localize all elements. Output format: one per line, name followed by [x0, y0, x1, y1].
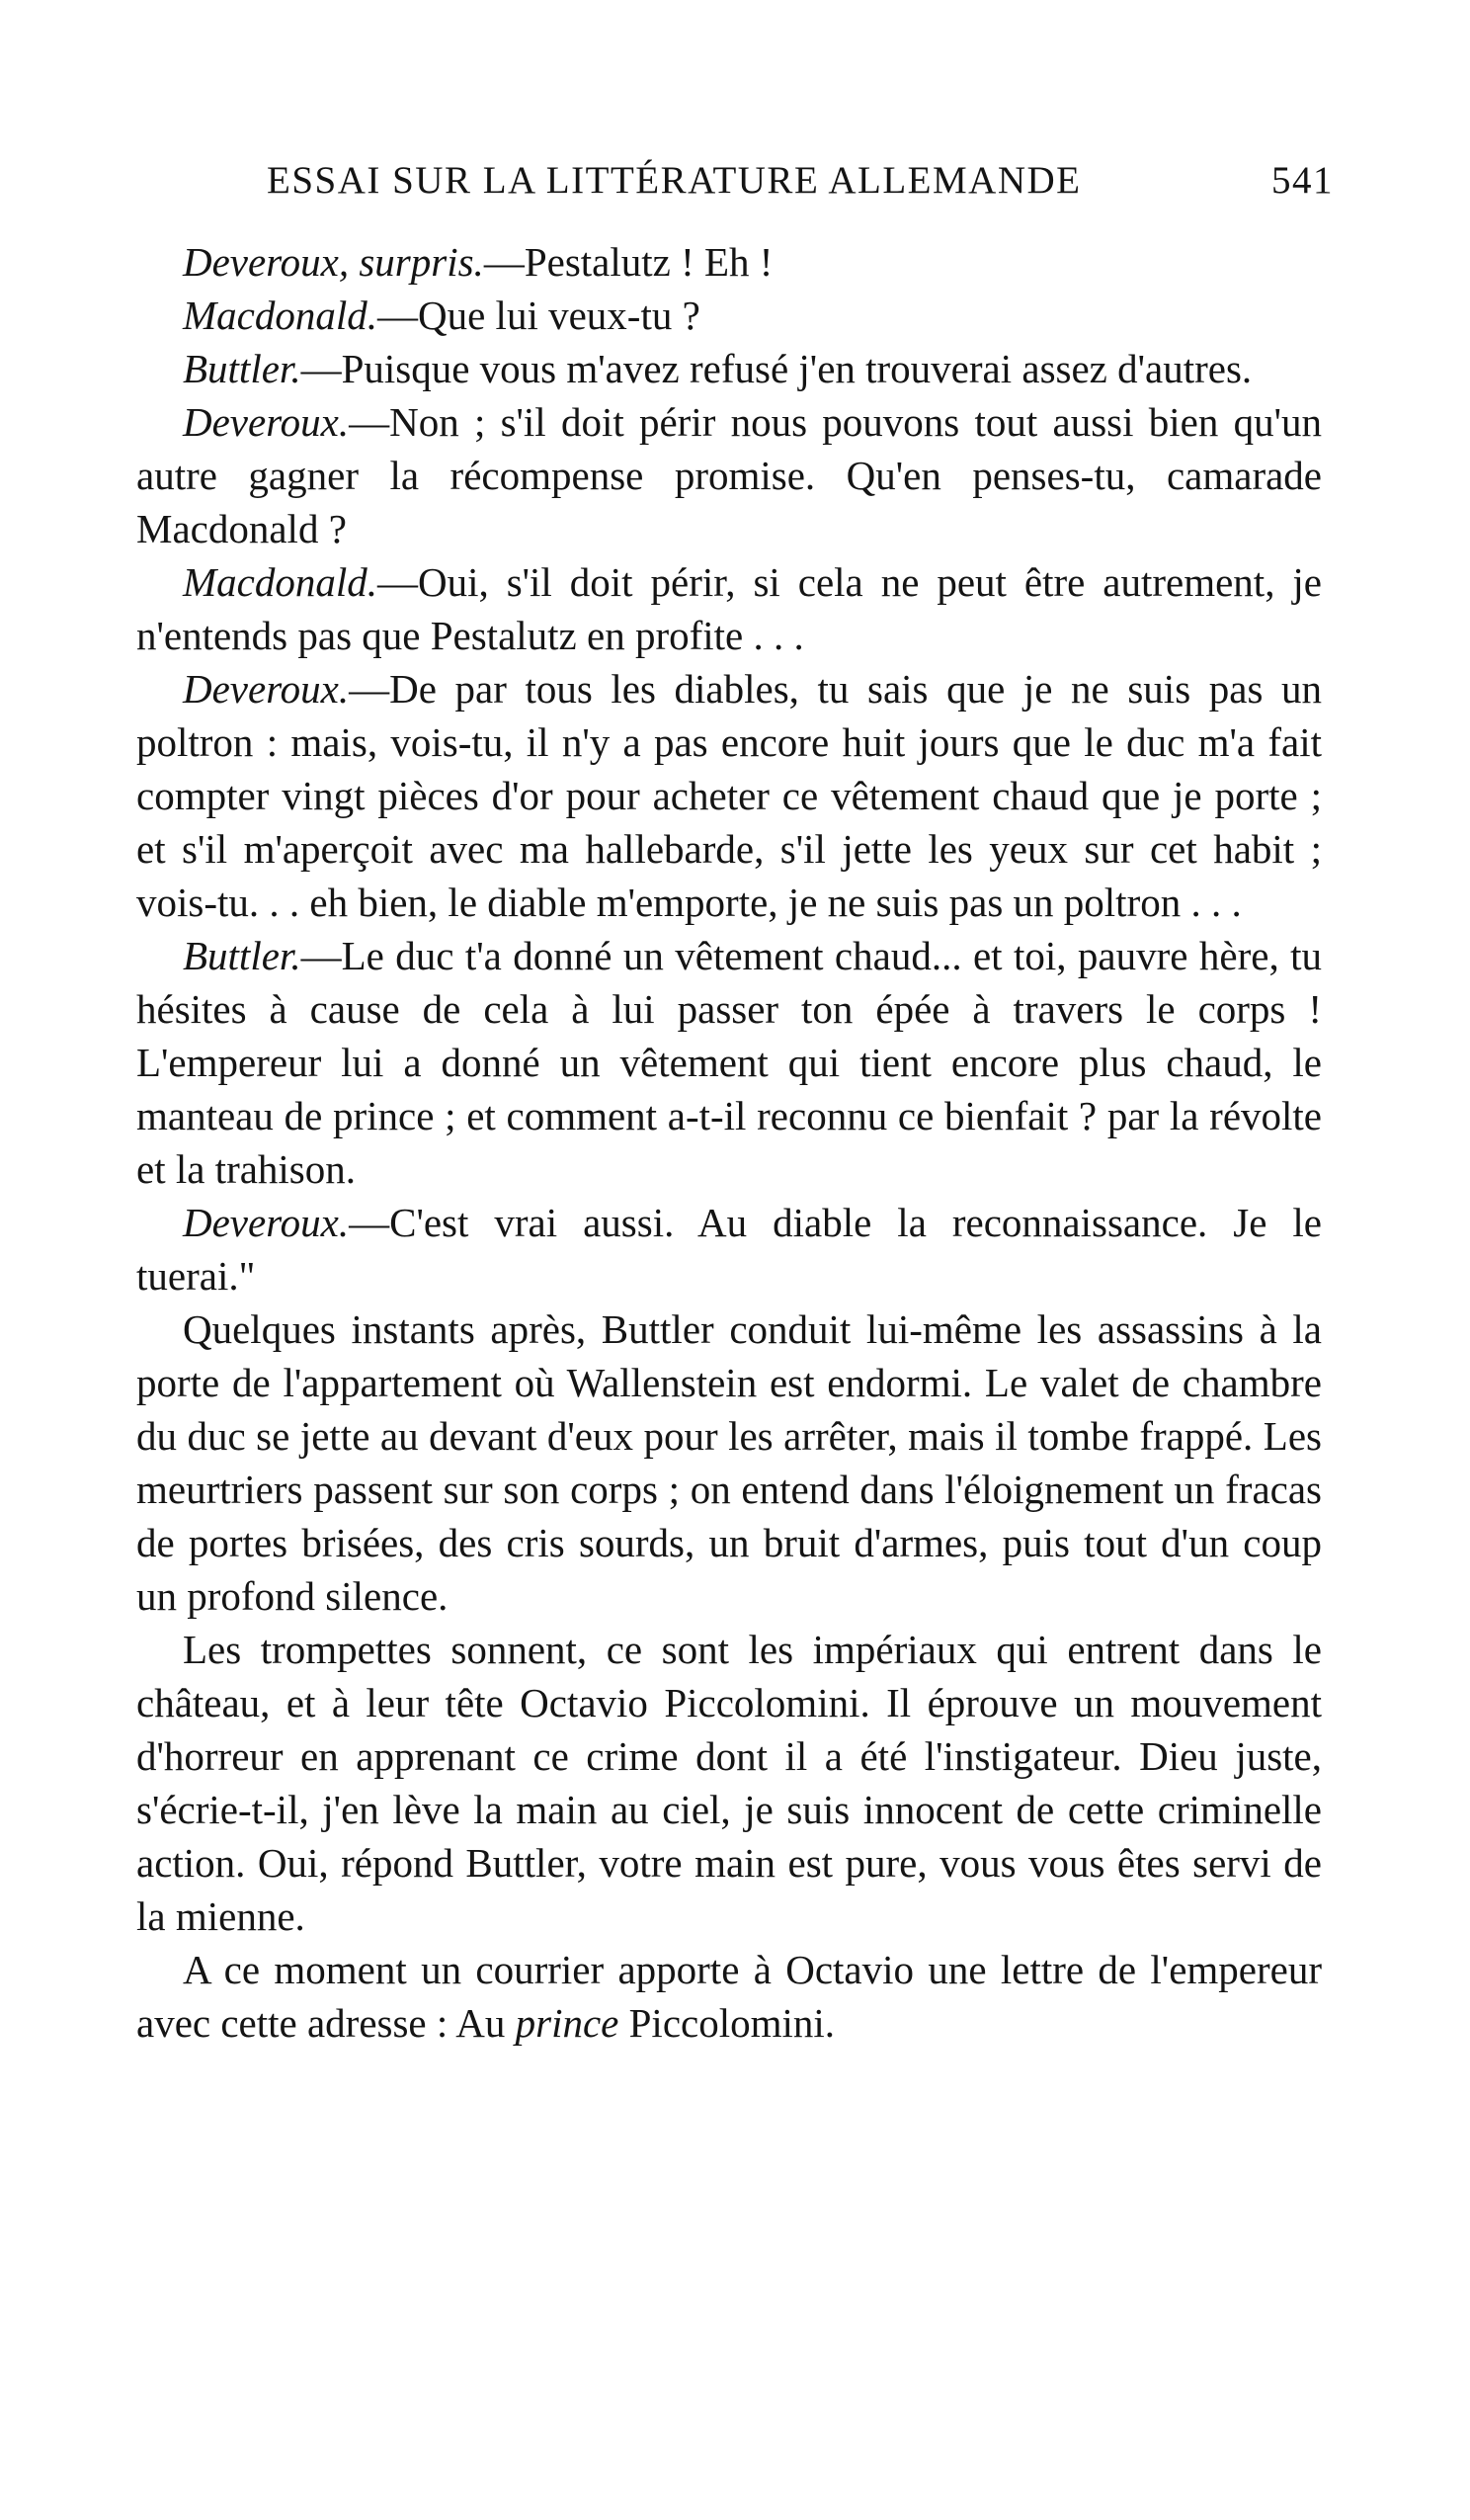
dialogue-line: [136, 1196, 1322, 1302]
dialogue-line: [136, 555, 1322, 662]
speaker-name: Macdonald.: [183, 293, 377, 338]
paragraph-text: A ce moment un courrier apporte à Octavio une lettre de l'empereur avec cette adresse : Au: [136, 1947, 1322, 2046]
line-text: —C'est vrai aussi. Au diable la reconnaissance. Je le tuerai.": [136, 1200, 1322, 1299]
line-text: —Le duc t'a donné un vêtement chaud... et toi, pauvre hère, tu hésites à cause de cela à lui passer ton épée à travers le corps ! L'empereur lui a donné un vêtement qui tient encore plus chaud, le manteau de prince ; et comment a-t-il reconnu ce bienfait ? par la révolte et la trahison.: [136, 933, 1322, 1192]
speaker-name: Deveroux, surpris.: [183, 239, 484, 285]
dialogue-line: [136, 342, 1322, 395]
page-number: 541: [1271, 159, 1334, 202]
speaker-name: Deveroux.: [183, 1200, 350, 1245]
paragraph-text-end: Piccolomini.: [618, 2000, 836, 2046]
dialogue-line: [136, 929, 1322, 1196]
speaker-name: Buttler.: [183, 933, 301, 978]
line-text: —Oui, s'il doit périr, si cela ne peut être autrement, je n'entends pas que Pestalutz en profite . . .: [136, 559, 1322, 658]
narrative-paragraph: [136, 1943, 1322, 2050]
running-head: [267, 158, 1334, 217]
dialogue-line: [136, 289, 1322, 342]
line-text: —De par tous les diables, tu sais que je ne suis pas un poltron : mais, vois-tu, il n'y a pas encore huit jours que le duc m'a fait compter vingt pièces d'or pour acheter ce vêtement chaud que je porte ; et s'il m'aperçoit avec ma hallebarde, s'il jette les yeux sur cet habit ; vois-tu. . . eh bien, le diable m'emporte, je ne suis pas un poltron . . .: [136, 666, 1322, 925]
narrative-paragraph: [136, 1623, 1322, 1943]
narrative-paragraph: [136, 1302, 1322, 1623]
line-text: —Puisque vous m'avez refusé j'en trouverai assez d'autres.: [300, 346, 1253, 391]
dialogue-line: [136, 662, 1322, 929]
speaker-name: Deveroux.: [183, 399, 350, 445]
paragraph-text: Les trompettes sonnent, ce sont les impériaux qui entrent dans le château, et à leur tête Octavio Piccolomini. Il éprouve un mouvement d'horreur en apprenant ce crime dont il a été l'instigateur. Dieu juste, s'écrie-t-il, j'en lève la main au ciel, je suis innocent de cette criminelle action. Oui, répond Buttler, votre main est pure, vous vous êtes servi de la mienne.: [136, 1627, 1322, 1939]
dialogue-line: [136, 395, 1322, 555]
speaker-name: Macdonald.: [183, 559, 377, 605]
line-text: —Pestalutz ! Eh !: [483, 239, 774, 285]
speaker-name: Deveroux.: [183, 666, 350, 712]
line-text: —Non ; s'il doit périr nous pouvons tout aussi bien qu'un autre gagner la récompense promise. Qu'en penses-tu, camarade Macdonald ?: [136, 399, 1322, 551]
speaker-name: Buttler.: [183, 346, 301, 391]
paragraph-text: Quelques instants après, Buttler conduit lui-même les assassins à la porte de l'appartement où Wallenstein est endormi. Le valet de chambre du duc se jette au devant d'eux pour les arrêter, mais il tombe frappé. Les meurtriers passent sur son corps ; on entend dans l'éloignement un fracas de portes brisées, des cris sourds, un bruit d'armes, puis tout d'un coup un profond silence.: [136, 1306, 1322, 1619]
dialogue-line: [136, 235, 1322, 289]
line-text: —Que lui veux-tu ?: [377, 293, 700, 338]
running-title: ESSAI SUR LA LITTÉRATURE ALLEMANDE: [267, 159, 1082, 202]
body-text: [136, 235, 1322, 2050]
emphasized-word: prince: [515, 2000, 619, 2046]
